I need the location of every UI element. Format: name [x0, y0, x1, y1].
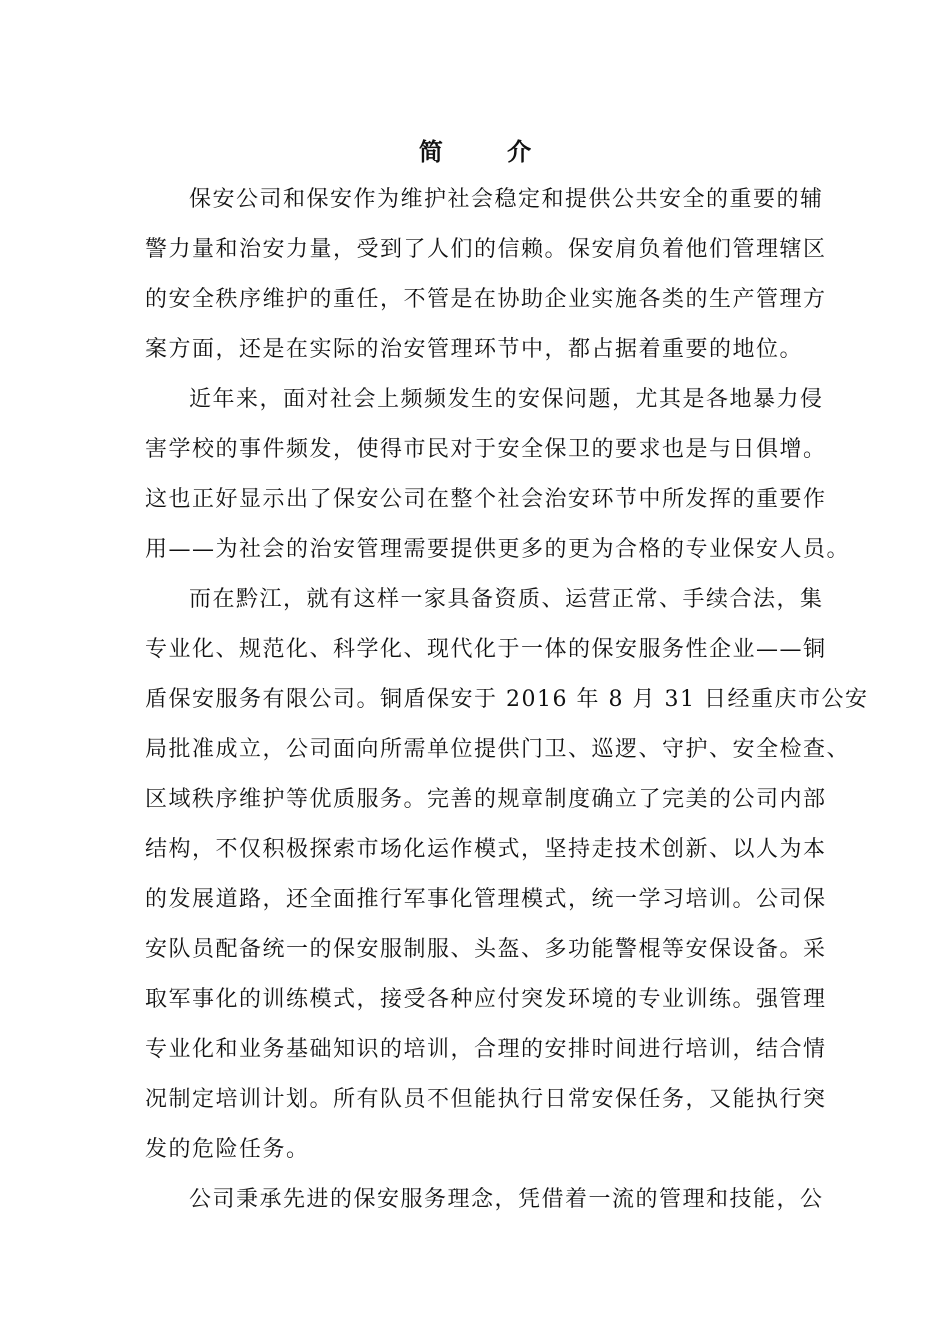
text-line: 盾保安服务有限公司。铜盾保安于 2016 年 8 月 31 日经重庆市公安 [145, 687, 869, 712]
text-line: 害学校的事件频发，使得市民对于安全保卫的要求也是与日俱增。 [145, 437, 827, 462]
text-line: 这也正好显示出了保安公司在整个社会治安环节中所发挥的重要作 [145, 487, 827, 512]
text-line: 取军事化的训练模式，接受各种应付突发环境的专业训练。强管理 [145, 987, 827, 1012]
page-title: 简 介 [418, 138, 560, 166]
text-line: 况制定培训计划。所有队员不但能执行日常安保任务，又能执行突 [145, 1087, 827, 1112]
text-line: 公司秉承先进的保安服务理念，凭借着一流的管理和技能，公 [189, 1187, 824, 1212]
text-line: 警力量和治安力量，受到了人们的信赖。保安肩负着他们管理辖区 [145, 237, 827, 262]
text-line: 保安公司和保安作为维护社会稳定和提供公共安全的重要的辅 [189, 187, 824, 212]
text-line: 而在黔江，就有这样一家具备资质、运营正常、手续合法，集 [189, 587, 824, 612]
text-line: 案方面，还是在实际的治安管理环节中，都占据着重要的地位。 [145, 337, 804, 362]
text-line: 用——为社会的治安管理需要提供更多的更为合格的专业保安人员。 [145, 537, 851, 562]
text-line: 局批准成立，公司面向所需单位提供门卫、巡逻、守护、安全检查、 [145, 737, 851, 762]
text-line: 区域秩序维护等优质服务。完善的规章制度确立了完美的公司内部 [145, 787, 827, 812]
text-line: 专业化、规范化、科学化、现代化于一体的保安服务性企业——铜 [145, 637, 827, 662]
text-line: 安队员配备统一的保安服制服、头盔、多功能警棍等安保设备。采 [145, 937, 827, 962]
text-line: 专业化和业务基础知识的培训，合理的安排时间进行培训，结合情 [145, 1037, 827, 1062]
text-line: 结构，不仅积极探索市场化运作模式，坚持走技术创新、以人为本 [145, 837, 827, 862]
text-line: 近年来，面对社会上频频发生的安保问题，尤其是各地暴力侵 [189, 387, 824, 412]
text-line: 发的危险任务。 [145, 1137, 310, 1162]
text-line: 的安全秩序维护的重任，不管是在协助企业实施各类的生产管理方 [145, 287, 827, 312]
text-line: 的发展道路，还全面推行军事化管理模式，统一学习培训。公司保 [145, 887, 827, 912]
